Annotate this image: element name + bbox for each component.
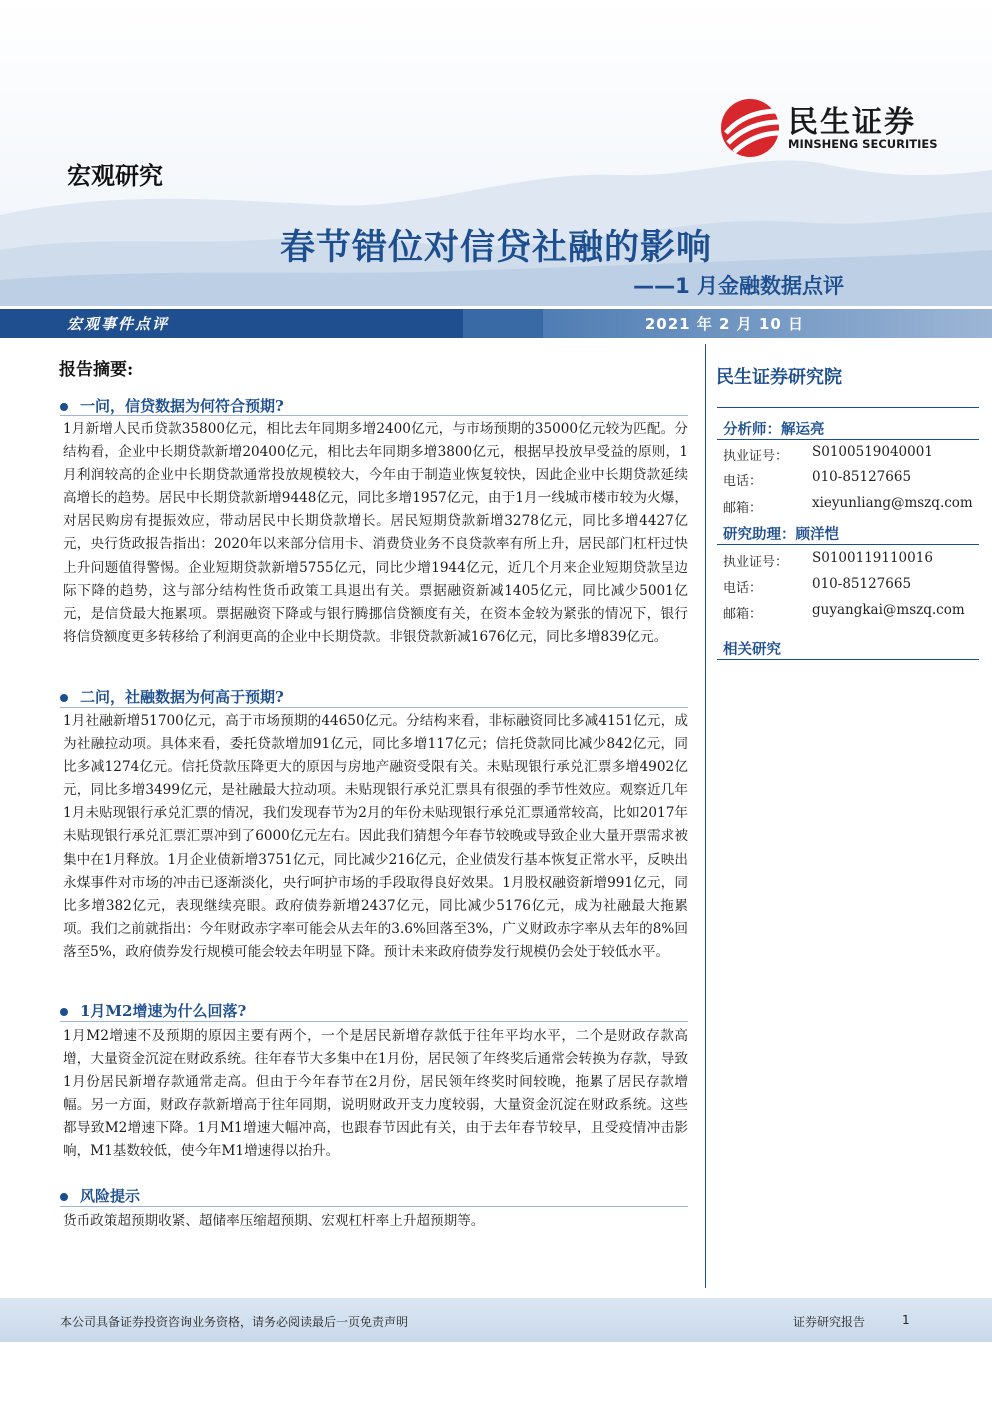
sidebar-divider — [717, 407, 979, 408]
company-logo — [720, 97, 960, 157]
section-heading: 1月M2增速为什么回落? — [60, 1000, 246, 1021]
section-body: 1月新增人民币贷款35800亿元，相比去年同期多增2400亿元，与市场预期的35000亿元较为匹配。分结构看，企业中长期贷款新增20400亿元，相比去年同期多增3800亿元，根据早投放早受益的原则，1月利润较高的企业中长期贷款通常投放规模较大，今年由于制造业恢复较快，因此企业中长期贷款延续高增长的趋势。居民中长期贷款新增9448亿元，同比多增1957亿元，由于1月一线城市楼市较为火爆，对居民购房有提振效应，带动居民中长期贷款增长。居民短期贷款新增3278亿元，同比多增4427亿元，央行货政报告指出：2020年以来部分信用卡、消费贷业务不良贷款率有所上升，居民部门杠杆过快上升问题值得警惕。企业短期贷款新增5755亿元，同比少增1944亿元，近几个月来企业短期贷款呈边际下降的趋势，这与部分结构性货币政策工具退出有关。票据融资新减1405亿元，同比减少5001亿元，是信贷最大拖累项。票据融资下降或与银行腾挪信贷额度有关，在资本金较为紧张的情况下，银行将信贷额度更多转移给了利润更高的企业中长期贷款。非银贷款新减1676亿元，同比多增839亿元。 — [63, 421, 688, 645]
analyst-license-value: S0100519040001 — [812, 444, 933, 460]
assistant-license-value: S0100119110016 — [812, 550, 933, 566]
report-subtitle: ——1 月金融数据点评 — [633, 274, 844, 298]
report-date: 2021 年 2 月 10 日 — [644, 315, 804, 333]
report-type-label: 宏观事件点评 — [67, 315, 170, 333]
section-heading: 一问，信贷数据为何符合预期? — [60, 395, 284, 416]
analyst-license-label: 执业证号： — [723, 449, 789, 464]
analyst-email-value[interactable]: xieyunliang@mszq.com — [812, 495, 973, 511]
section-divider — [60, 707, 688, 708]
section-body: 货币政策超预期收紧、超储率压缩超预期、宏观杠杆率上升超预期等。 — [63, 1213, 485, 1229]
sidebar-divider — [717, 439, 979, 440]
section-body: 1月社融新增51700亿元，高于市场预期的44650亿元。分结构来看，非标融资同比多减4151亿元，成为社融拉动项。具体来看，委托贷款增加91亿元，同比多增117亿元；信托贷款同比减少842亿元，同比多减1274亿元。信托贷款压降更大的原因与房地产融资受限有关。未贴现银行承兑汇票多增4902亿元，同比多增3499亿元，是社融最大拉动项。未贴现银行承兑汇票具有很强的季节性效应。观察近几年1月未贴现银行承兑汇票的情况，我们发现春节为2月的年份未贴现银行承兑汇票通常较高，比如2017年未贴现银行承兑汇票汇票冲到了6000亿元左右。因此我们猜想今年春节较晚或导致企业大量开票需求被集中在1月释放。1月企业债新增3751亿元，同比减少216亿元，企业债发行基本恢复正常水平，反映出永煤事件对市场的冲击已逐渐淡化，央行呵护市场的手段取得良好效果。1月股权融资新增991亿元，同比多增382亿元，表现继续亮眼。政府债券新增2437亿元，同比减少5176亿元，成为社融最大拖累项。我们之前就指出：今年财政赤字率可能会从去年的3.6%回落至3%，广义财政赤字率从去年的8%回落至5%，政府债券发行规模可能会较去年明显下降。预计未来政府债券发行规模仍会处于较低水平。 — [63, 713, 688, 960]
assistant-email-label: 邮箱： — [723, 607, 763, 622]
minsheng-logo-icon — [720, 97, 784, 159]
section-heading: 二问，社融数据为何高于预期? — [60, 686, 284, 707]
analyst-heading: 分析师：解运亮 — [723, 421, 825, 438]
bullet-dot-icon — [60, 1193, 68, 1201]
analyst-email-label: 邮箱： — [723, 501, 763, 516]
logo-english-name: MINSHENG SECURITIES — [788, 137, 938, 151]
analyst-phone-value: 010-85127665 — [812, 469, 912, 485]
analyst-phone-label: 电话： — [723, 474, 763, 489]
assistant-heading: 研究助理：顾洋恺 — [723, 526, 839, 543]
assistant-license-label: 执业证号： — [723, 555, 789, 570]
section-divider — [60, 1206, 688, 1207]
column-divider — [705, 344, 706, 1288]
logo-chinese-name: 民生证券 — [788, 105, 916, 140]
section-divider — [60, 415, 688, 416]
institute-name: 民生证券研究院 — [716, 367, 842, 388]
footer-doc-type: 证券研究报告 — [793, 1315, 866, 1329]
bullet-dot-icon — [60, 403, 68, 411]
footer-disclaimer: 本公司具备证券投资咨询业务资格，请务必阅读最后一页免责声明 — [60, 1315, 409, 1329]
section-bar-accent — [463, 309, 543, 338]
section-divider — [60, 1021, 688, 1022]
sidebar-divider — [717, 544, 979, 545]
abstract-label: 报告摘要: — [59, 360, 134, 380]
report-category: 宏观研究 — [67, 162, 163, 190]
bullet-dot-icon — [60, 1008, 68, 1016]
section-body: 1月M2增速不及预期的原因主要有两个，一个是居民新增存款低于往年平均水平，二个是财政存款高增，大量资金沉淀在财政系统。往年春节大多集中在1月份，居民领了年终奖后通常会转换为存款，导致1月份居民新增存款通常走高。但由于今年春节在2月份，居民领年终奖时间较晚，拖累了居民存款增幅。另一方面，财政存款新增高于往年同期，说明财政开支力度较弱，大量资金沉淀在财政系统。这些都导致M2增速下降。1月M1增速大幅冲高，也跟春节因此有关，由于去年春节较早，且受疫情冲击影响，M1基数较低，使今年M1增速得以抬升。 — [63, 1028, 688, 1160]
bullet-dot-icon — [60, 694, 68, 702]
assistant-email-value[interactable]: guyangkai@mszq.com — [812, 602, 965, 618]
sidebar-divider — [717, 659, 979, 660]
related-research-heading: 相关研究 — [723, 641, 781, 658]
report-title: 春节错位对信贷社融的影响 — [279, 228, 712, 268]
assistant-phone-label: 电话： — [723, 581, 763, 596]
assistant-phone-value: 010-85127665 — [812, 576, 912, 592]
section-heading: 风险提示 — [60, 1185, 140, 1206]
page-number: 1 — [902, 1313, 910, 1327]
